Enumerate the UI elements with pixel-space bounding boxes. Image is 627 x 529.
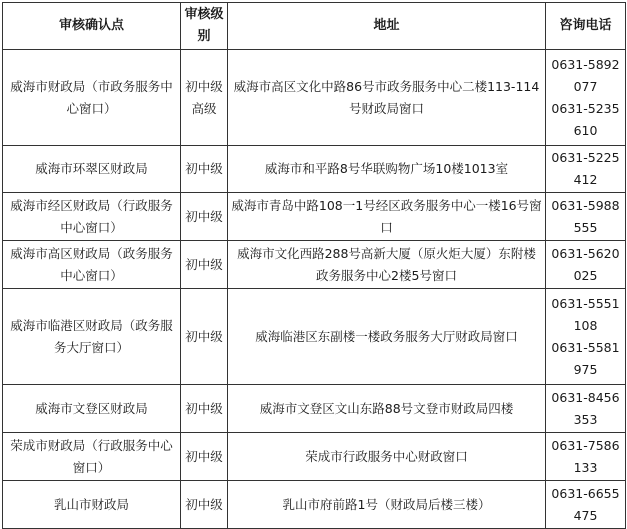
address-cell: 荣成市行政服务中心财政窗口 [228,433,546,481]
site-cell: 威海市经区财政局（行政服务中心窗口） [3,193,181,241]
header-address: 地址 [228,3,546,50]
level-cell: 初中级高级 [181,50,228,146]
level-cell: 初中级 [181,433,228,481]
site-cell: 威海市文登区财政局 [3,385,181,433]
phone-number: 0631-5225412 [551,150,620,187]
table-row [3,385,626,433]
phone-number: 0631-5235610 [551,100,620,138]
header-level: 审核级别 [181,3,228,50]
table-row [3,481,626,529]
table-row [3,50,626,146]
level-cell: 初中级 [181,385,228,433]
phone-number: 0631-5892077 [551,56,620,94]
site-cell: 乳山市财政局 [3,481,181,529]
phone-cell [546,146,626,193]
address-cell: 威海市青岛中路108一1号经区政务服务中心一楼16号窗口 [228,193,546,241]
phone-number: 0631-8456353 [551,389,620,427]
level-cell: 初中级 [181,241,228,289]
level-cell: 初中级 [181,289,228,385]
address-cell: 威海市文化西路288号高新大厦（原火炬大厦）东附楼政务服务中心2楼5号窗口 [228,241,546,289]
site-cell: 威海市临港区财政局（政务服务大厅窗口） [3,289,181,385]
table-row [3,433,626,481]
phone-number: 0631-5551108 [551,295,620,333]
address-cell: 威海临港区东副楼一楼政务服务大厅财政局窗口 [228,289,546,385]
table-row [3,289,626,385]
table-row [3,146,626,193]
site-cell: 威海市高区财政局（政务服务中心窗口） [3,241,181,289]
phone-cell [546,385,626,433]
level-cell: 初中级 [181,193,228,241]
address-cell: 威海市文登区文山东路88号文登市财政局四楼 [228,385,546,433]
phone-number: 0631-5581975 [551,339,620,377]
level-cell: 初中级 [181,146,228,193]
phone-number: 0631-7586133 [551,437,620,475]
header-phone: 咨询电话 [546,3,626,50]
address-cell: 威海市高区文化中路86号市政务服务中心二楼113-114号财政局窗口 [228,50,546,146]
site-cell: 荣成市财政局（行政服务中心窗口） [3,433,181,481]
phone-number: 0631-6655475 [551,485,620,523]
table-row [3,193,626,241]
phone-cell [546,433,626,481]
site-cell: 威海市财政局（市政务服务中心窗口） [3,50,181,146]
site-cell: 威海市环翠区财政局 [3,146,181,193]
level-cell: 初中级 [181,481,228,529]
table-body [3,50,626,529]
review-sites-table [2,2,626,529]
address-cell: 乳山市府前路1号（财政局后楼三楼） [228,481,546,529]
address-cell: 威海市和平路8号华联购物广场10楼1013室 [228,146,546,193]
phone-cell [546,481,626,529]
table-row [3,241,626,289]
phone-cell [546,193,626,241]
phone-cell [546,241,626,289]
table-header-row [3,3,626,50]
phone-cell [546,50,626,146]
phone-number: 0631-5988555 [551,197,620,235]
phone-number: 0631-5620025 [551,245,620,283]
header-site: 审核确认点 [3,3,181,50]
phone-cell [546,289,626,385]
